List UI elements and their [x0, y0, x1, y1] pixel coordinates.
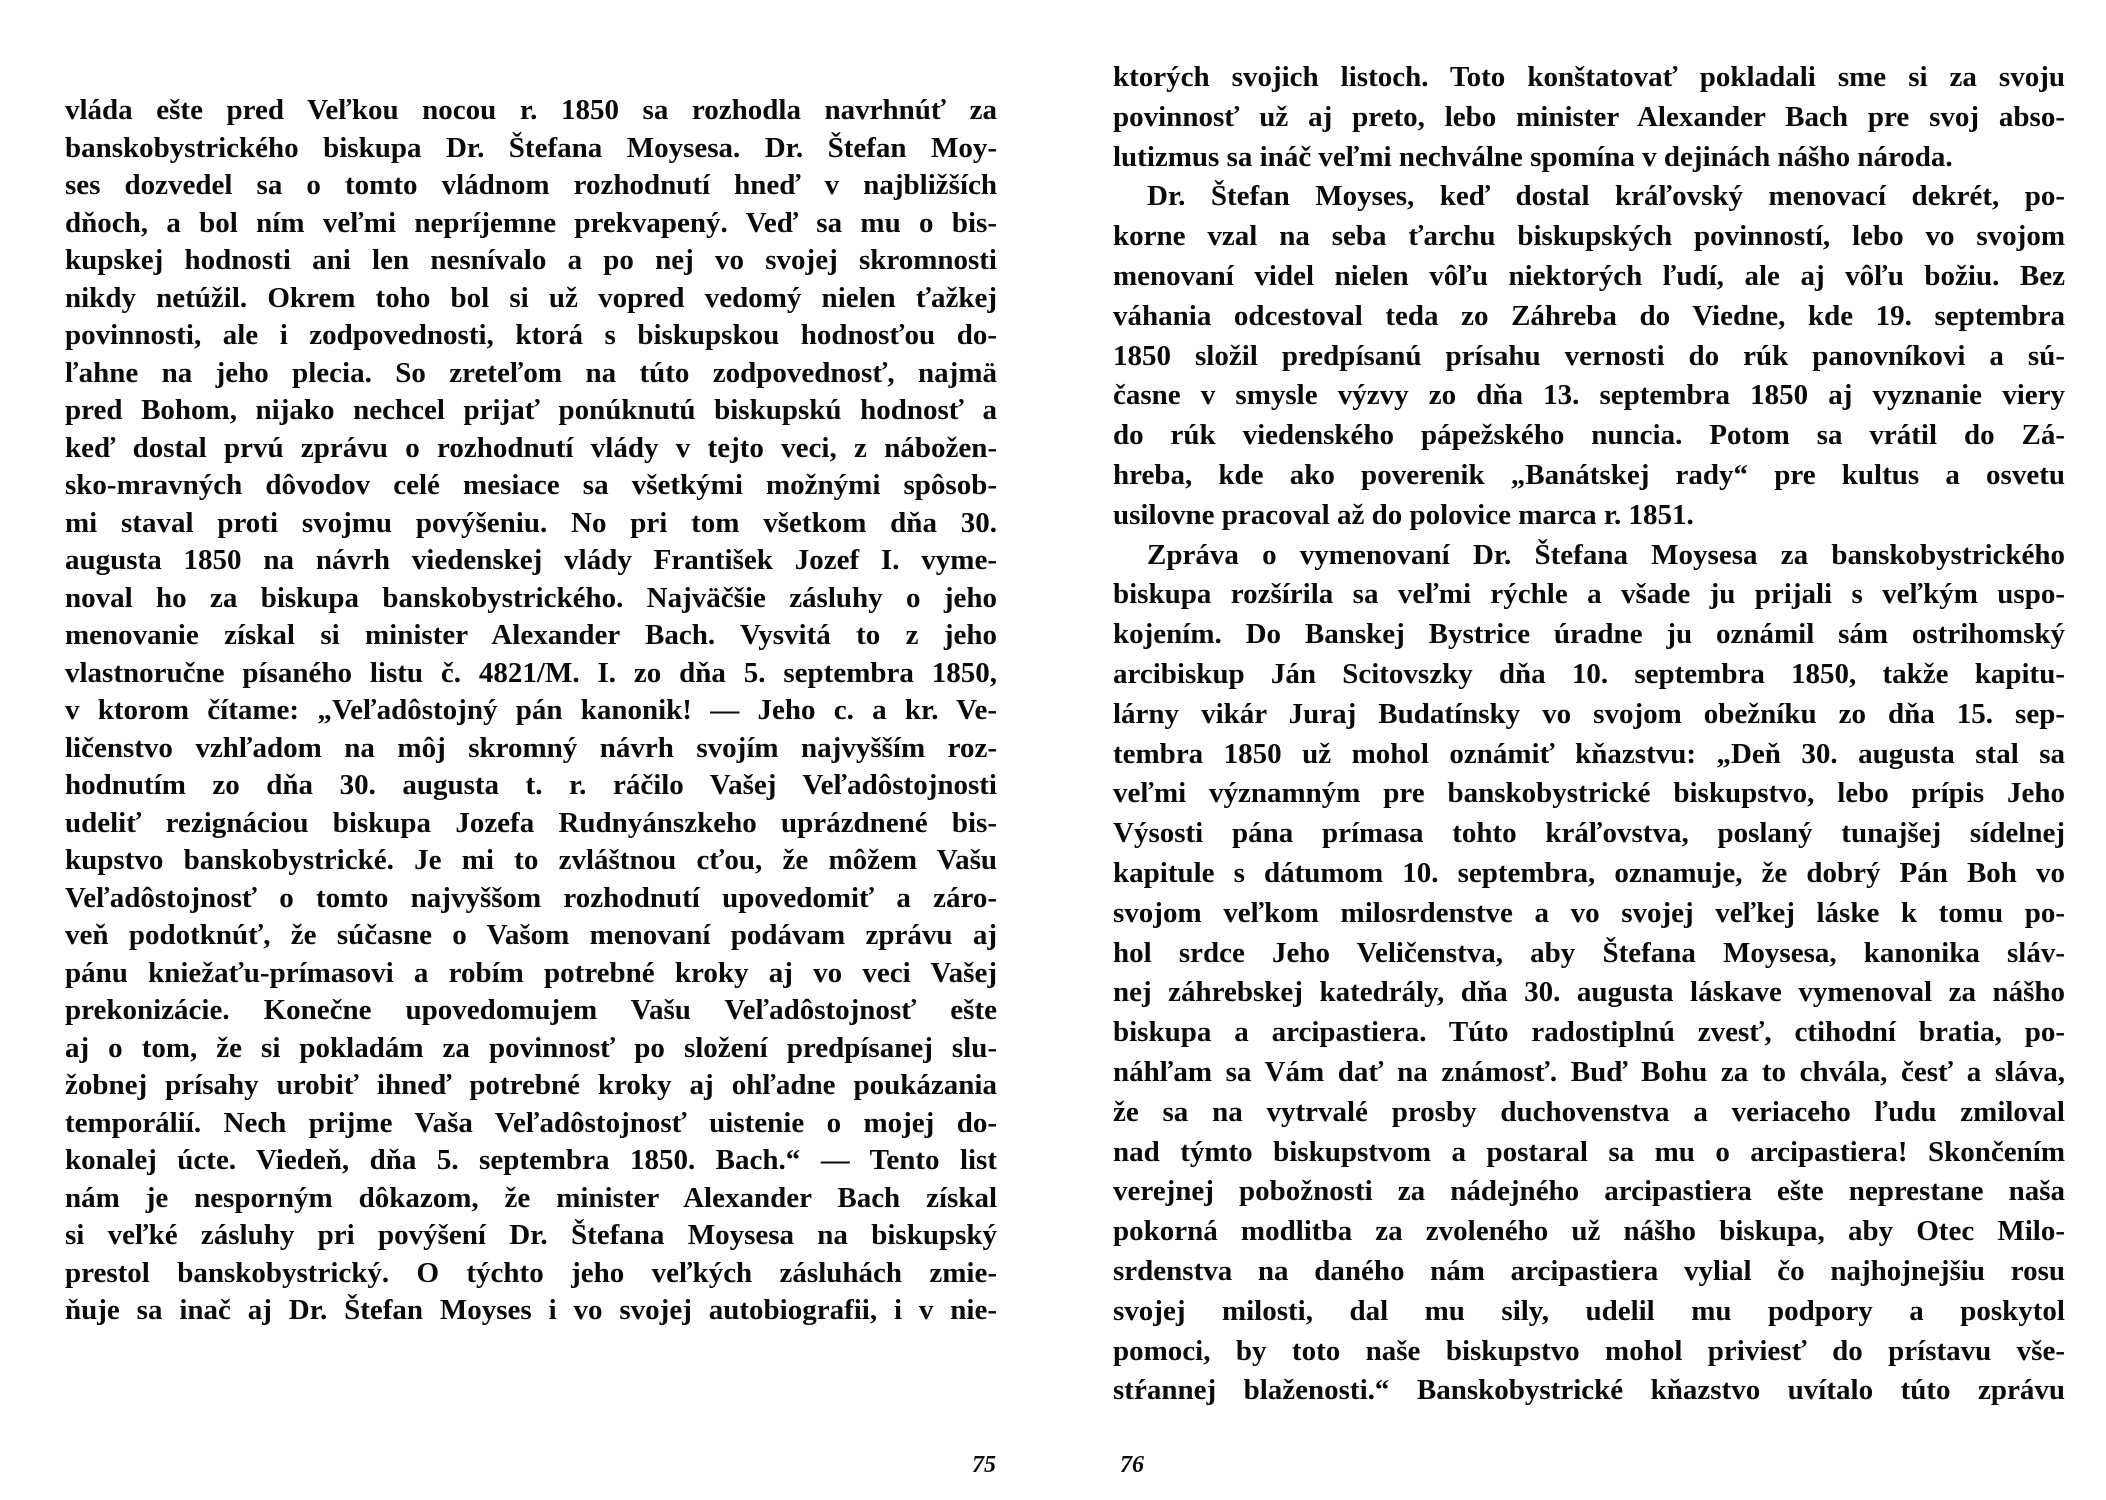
text-line: veľmi významným pre banskobystrické biskupstvo, lebo prípis Jeho — [1113, 777, 2065, 810]
text-line: Zpráva o vymenovaní Dr. Štefana Moysesa za banskobystrického — [1147, 538, 2065, 571]
text-line: hodnutím zo dňa 30. augusta t. r. ráčilo Vašej Veľadôstojnosti — [65, 769, 997, 801]
text-line: noval ho za biskupa banskobystrického. Najväčšie zásluhy o jeho — [65, 581, 997, 614]
text-line: arcibiskup Ján Scitovszky dňa 10. septembra 1850, takže kapitu- — [1113, 657, 2065, 690]
text-line: temporálií. Nech prijme Vaša Veľadôstojnosť uistenie o mojej do- — [65, 1106, 997, 1139]
text-line: konalej úcte. Viedeň, dňa 5. septembra 1850. Bach.“ — Tento list — [65, 1144, 997, 1176]
text-line: si veľké zásluhy pri povýšení Dr. Štefana Moysesa na biskupský — [65, 1219, 997, 1251]
text-line: korne vzal na seba ťarchu biskupských povinností, lebo vo svojom — [1113, 220, 2065, 253]
page-number-left: 75 — [972, 1452, 996, 1478]
text-line: keď dostal prvú zprávu o rozhodnutí vlády v tejto veci, z nábožen- — [65, 431, 997, 464]
text-line: kojením. Do Banskej Bystrice úradne ju oznámil sám ostrihomský — [1113, 618, 2065, 651]
text-line: verejnej pobožnosti za nádejného arcipastiera ešte neprestane naša — [1113, 1175, 2065, 1208]
text-line: svojom veľkom milosrdenstve a vo svojej veľkej láske k tomu po- — [1113, 896, 2065, 929]
text-line: ktorých svojich listoch. Toto konštatovať pokladali sme si za svoju — [1113, 61, 2065, 93]
text-line: sko-mravných dôvodov celé mesiace sa všetkými možnými spôsob- — [65, 469, 997, 501]
text-line: časne v smysle výzvy zo dňa 13. septembra 1850 aj vyznanie viery — [1113, 379, 2065, 412]
text-line: 1850 složil predpísanú prísahu vernosti do rúk panovníkovi a sú- — [1113, 339, 2065, 372]
text-line: pomoci, by toto naše biskupstvo mohol priviesť do prístavu vše- — [1113, 1334, 2065, 1367]
text-line: mi staval proti svojmu povýšeniu. No pri tom všetkom dňa 30. — [65, 506, 997, 539]
text-line: pokorná modlitba za zvoleného už nášho biskupa, aby Otec Milo- — [1113, 1215, 2065, 1248]
text-line: tembra 1850 už mohol oznámiť kňazstvu: „Deň 30. augusta stal sa — [1113, 737, 2065, 770]
text-line: stŕannej blaženosti.“ Banskobystrické kňazstvo uvítalo túto zprávu — [1113, 1374, 2065, 1407]
text-line: prekonizácie. Konečne upovedomujem Vašu Veľadôstojnosť ešte — [65, 994, 997, 1026]
text-line: udeliť rezignáciou biskupa Jozefa Rudnyánszkeho uprázdnené bis- — [65, 806, 997, 839]
text-line: povinnosti, ale i zodpovednosti, ktorá s biskupskou hodnosťou do- — [65, 319, 997, 351]
text-line: ličenstvo vzhľadom na môj skromný návrh svojím najvyšším roz- — [65, 731, 997, 764]
text-line: kapitule s dátumom 10. septembra, oznamuje, že dobrý Pán Boh vo — [1113, 856, 2065, 889]
text-line: dňoch, a bol ním veľmi nepríjemne prekvapený. Veď sa mu o bis- — [65, 206, 997, 239]
text-line: lárny vikár Juraj Budatínsky vo svojom obežníku zo dňa 15. sep- — [1113, 697, 2065, 730]
text-line: pred Bohom, nijako nechcel prijať ponúknutú biskupskú hodnosť a — [65, 394, 997, 426]
text-line: prestol banskobystrický. O týchto jeho veľkých zásluhách zmie- — [65, 1256, 997, 1289]
page-number-right: 76 — [1120, 1452, 1144, 1478]
text-line: usilovne pracoval až do polovice marca r. 1851. — [1113, 498, 1694, 531]
text-line: povinnosť už aj preto, lebo minister Alexander Bach pre svoj abso- — [1113, 100, 2065, 133]
text-line: kupstvo banskobystrické. Je mi to zvláštnou cťou, že môžem Vašu — [65, 844, 997, 876]
text-line: náhľam sa Vám dať na známosť. Buď Bohu za to chvála, česť a sláva, — [1113, 1055, 2065, 1088]
text-line: v ktorom čítame: „Veľadôstojný pán kanonik! — Jeho c. a kr. Ve- — [65, 694, 997, 726]
text-line: hreba, kde ako poverenik „Banátskej rady“ pre kultus a osvetu — [1113, 458, 2065, 491]
text-line: aj o tom, že si pokladám za povinnosť po složení predpísanej slu- — [65, 1031, 997, 1064]
text-line: pánu kniežaťu-prímasovi a robím potrebné kroky aj vo veci Vašej — [65, 956, 997, 989]
text-line: vlastnoručne písaného listu č. 4821/M. I. zo dňa 5. septembra 1850, — [65, 656, 997, 689]
text-line: svojej milosti, dal mu sily, udelil mu podpory a poskytol — [1113, 1294, 2065, 1327]
text-line: Veľadôstojnosť o tomto najvyššom rozhodnutí upovedomiť a záro- — [65, 881, 997, 914]
text-line: augusta 1850 na návrh viedenskej vlády František Jozef I. vyme- — [65, 544, 997, 576]
text-line: srdenstva na daného nám arcipastiera vylial čo najhojnejšiu rosu — [1113, 1254, 2065, 1287]
text-line: nej záhrebskej katedrály, dňa 30. augusta láskave vymenoval za nášho — [1113, 976, 2065, 1009]
text-line: hol srdce Jeho Veličenstva, aby Štefana Moysesa, kanonika sláv- — [1113, 936, 2065, 969]
text-line: kupskej hodnosti ani len nesnívalo a po nej vo svojej skromnosti — [65, 244, 997, 276]
text-line: do rúk viedenského pápežského nuncia. Potom sa vrátil do Zá- — [1113, 419, 2065, 452]
text-line: biskupa rozšírila sa veľmi rýchle a všade ju prijali s veľkým uspo- — [1113, 578, 2065, 611]
text-line: lutizmus sa ináč veľmi nechválne spomína v dejinách nášho národa. — [1113, 140, 1953, 173]
text-line: vláda ešte pred Veľkou nocou r. 1850 sa rozhodla navrhnúť za — [65, 94, 997, 126]
text-line: nikdy netúžil. Okrem toho bol si už vopred vedomý nielen ťažkej — [65, 281, 997, 314]
text-line: Výsosti pána prímasa tohto kráľovstva, poslaný tunajšej sídelnej — [1113, 817, 2065, 850]
text-line: nad týmto biskupstvom a postaral sa mu o arcipastiera! Skončením — [1113, 1135, 2065, 1168]
right-page-text — [1113, 58, 2065, 1411]
text-line: ses dozvedel sa o tomto vládnom rozhodnutí hneď v najbližších — [65, 169, 997, 201]
text-line: žobnej prísahy urobiť ihneď potrebné kroky aj ohľadne poukázania — [65, 1069, 997, 1101]
text-line: biskupa a arcipastiera. Túto radostiplnú zvesť, ctihodní bratia, po- — [1113, 1016, 2065, 1049]
text-line: nám je nesporným dôkazom, že minister Alexander Bach získal — [65, 1181, 997, 1214]
text-line: Dr. Štefan Moyses, keď dostal kráľovský menovací dekrét, po- — [1147, 180, 2065, 213]
text-line: ňuje sa inač aj Dr. Štefan Moyses i vo svojej autobiografii, i v nie- — [65, 1294, 997, 1326]
text-line: menovanie získal si minister Alexander Bach. Vysvitá to z jeho — [65, 619, 997, 651]
text-line: váhania odcestoval teda zo Záhreba do Viedne, kde 19. septembra — [1113, 299, 2065, 332]
text-line: banskobystrického biskupa Dr. Štefana Moysesa. Dr. Štefan Moy- — [65, 131, 997, 164]
text-line: že sa na vytrvalé prosby duchovenstva a veriaceho ľudu zmiloval — [1113, 1095, 2065, 1128]
left-page-text — [65, 92, 997, 1330]
text-line: veň podotknúť, že súčasne o Vašom menovaní podávam zprávu aj — [65, 919, 997, 951]
text-line: ľahne na jeho plecia. So zreteľom na túto zodpovednosť, najmä — [65, 356, 997, 389]
text-line: menovaní videl nielen vôľu niektorých ľudí, ale aj vôľu božiu. Bez — [1113, 259, 2065, 292]
